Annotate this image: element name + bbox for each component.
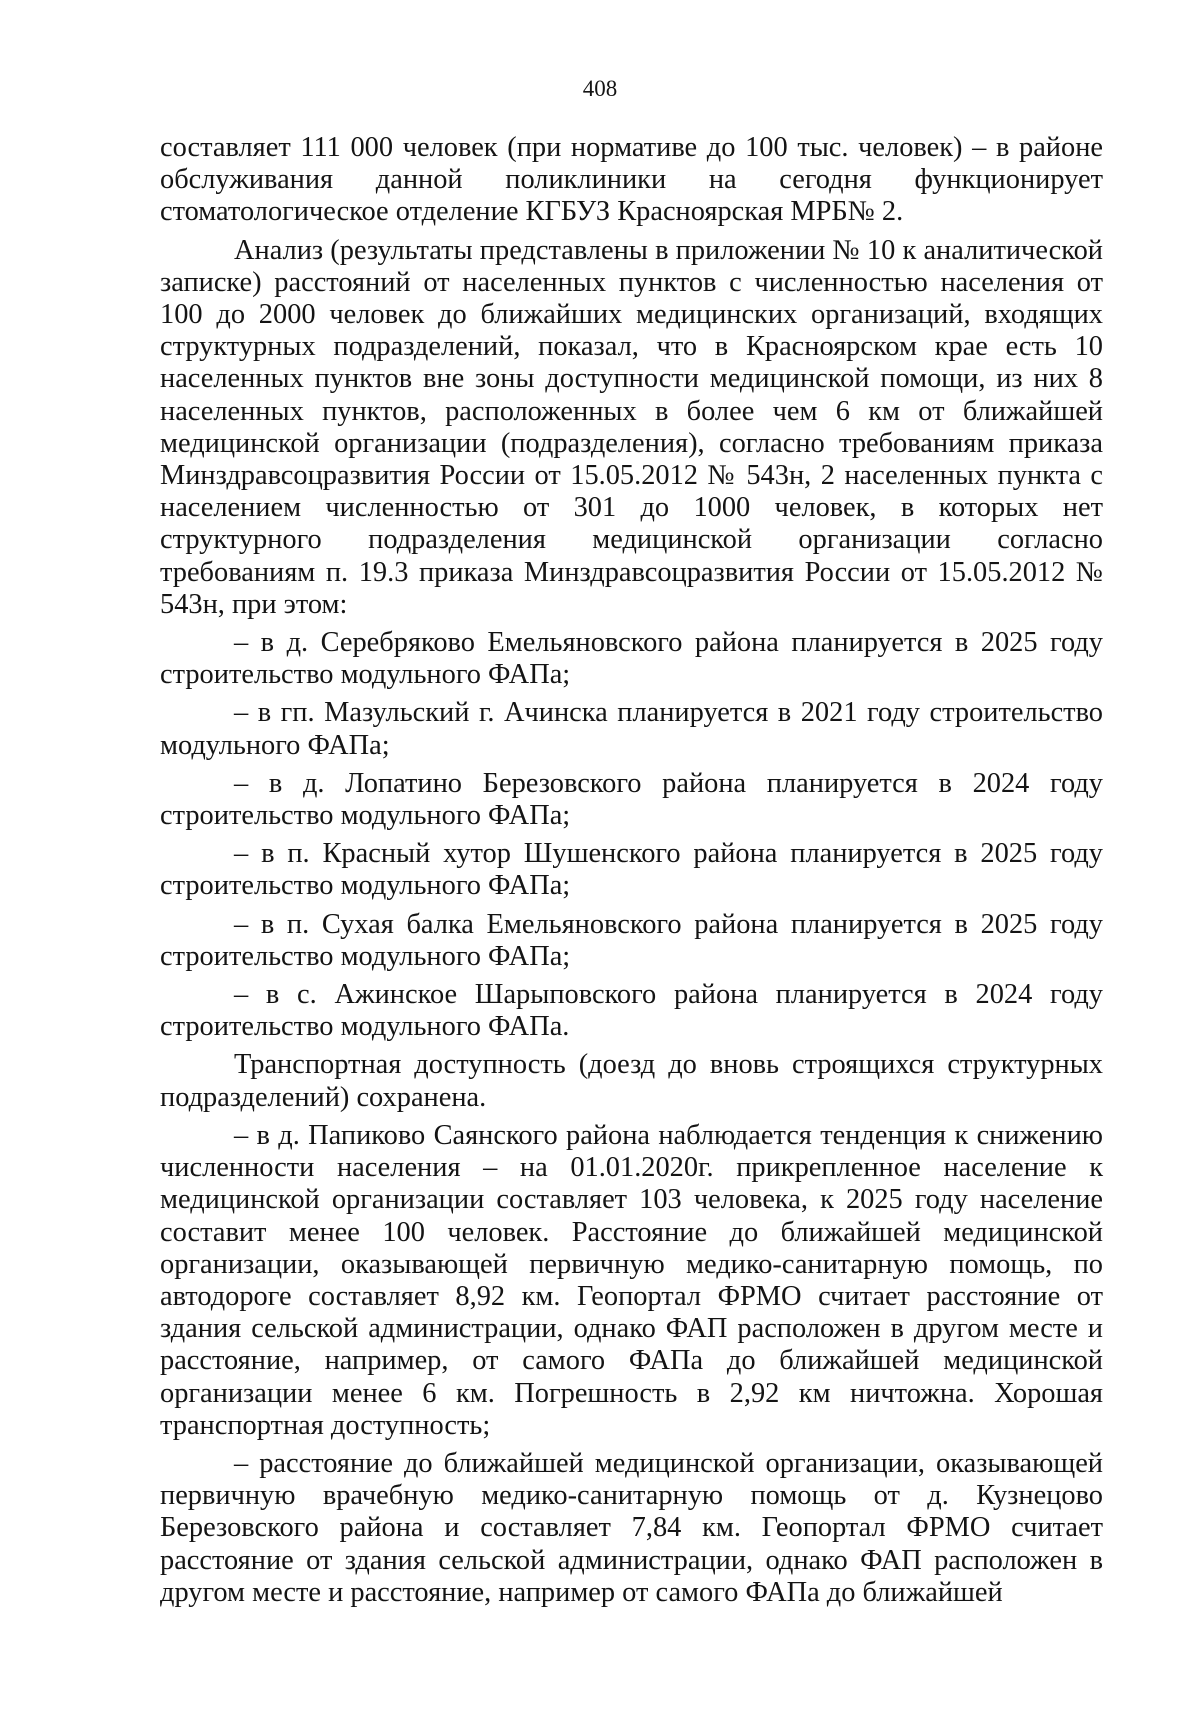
paragraph-analysis: Анализ (результаты представлены в приложении № 10 к аналитической записке) расстояний от населенных пунктов с численностью населения от 100 до 2000 человек до ближайших медицинских организаций, входящих структурных подразделений, показал, что в Красноярском крае есть 10 населенных пунктов вне зоны доступности медицинской помощи, из них 8 населенных пунктов, расположенных в более чем 6 км от ближайшей медицинской организации (подразделения), согласно требованиям приказа Минздравсоцразвития России от 15.05.2012 № 543н, 2 населенных пункта с населением численностью от 301 до 1000 человек, в которых нет структурного подразделения медицинской организации согласно требованиям п. 19.3 приказа Минздравсоцразвития России от 15.05.2012 № 543н, при этом: <box>160 234 1103 620</box>
list-item-sukhaya-balka: – в п. Сухая балка Емельяновского района планируется в 2025 году строительство модульного ФАПа; <box>160 908 1103 972</box>
document-body <box>160 132 1103 1615</box>
list-item-papikovo: – в д. Папиково Саянского района наблюдается тенденция к снижению численности населения – на 01.01.2020г. прикрепленное население к медицинской организации составляет 103 человека, к 2025 году население составит менее 100 человек. Расстояние до ближайшей медицинской организации, оказывающей первичную медико-санитарную помощь, по автодороге составляет 8,92 км. Геопортал ФРМО считает расстояние от здания сельской администрации, однако ФАП расположен в другом месте и расстояние, например, от самого ФАПа до ближайшей медицинской организации менее 6 км. Погрешность в 2,92 км ничтожна. Хорошая транспортная доступность; <box>160 1119 1103 1441</box>
paragraph-transport-access: Транспортная доступность (доезд до вновь строящихся структурных подразделений) сохранена. <box>160 1049 1103 1113</box>
list-item-lopatino: – в д. Лопатино Березовского района планируется в 2024 году строительство модульного ФАПа; <box>160 767 1103 832</box>
page-number: 408 <box>582 76 618 101</box>
list-item-kuznetsovo: – расстояние до ближайшей медицинской организации, оказывающей первичную врачебную медико-санитарную помощь от д. Кузнецово Березовского района и составляет 7,84 км. Геопортал ФРМО считает расстояние от здания сельской администрации, однако ФАП расположен в другом месте и расстояние, например от самого ФАПа до ближайшей <box>160 1447 1103 1608</box>
list-item-azhinskoe: – в с. Ажинское Шарыповского района планируется в 2024 году строительство модульного ФАПа. <box>160 979 1103 1043</box>
list-item-mazulsky: – в гп. Мазульский г. Ачинска планируется в 2021 году строительство модульного ФАПа; <box>160 697 1103 761</box>
list-item-krasny-khutor: – в п. Красный хутор Шушенского района планируется в 2025 году строительство модульного ФАПа; <box>160 838 1103 902</box>
list-item-serebryakovo: – в д. Серебряково Емельяновского района планируется в 2025 году строительство модульного ФАПа; <box>160 627 1103 691</box>
paragraph-intro-continuation: составляет 111 000 человек (при нормативе до 100 тыс. человек) – в районе обслуживания данной поликлиники на сегодня функционирует стоматологическое отделение КГБУЗ Красноярская МРБ№ 2. <box>160 132 1103 228</box>
